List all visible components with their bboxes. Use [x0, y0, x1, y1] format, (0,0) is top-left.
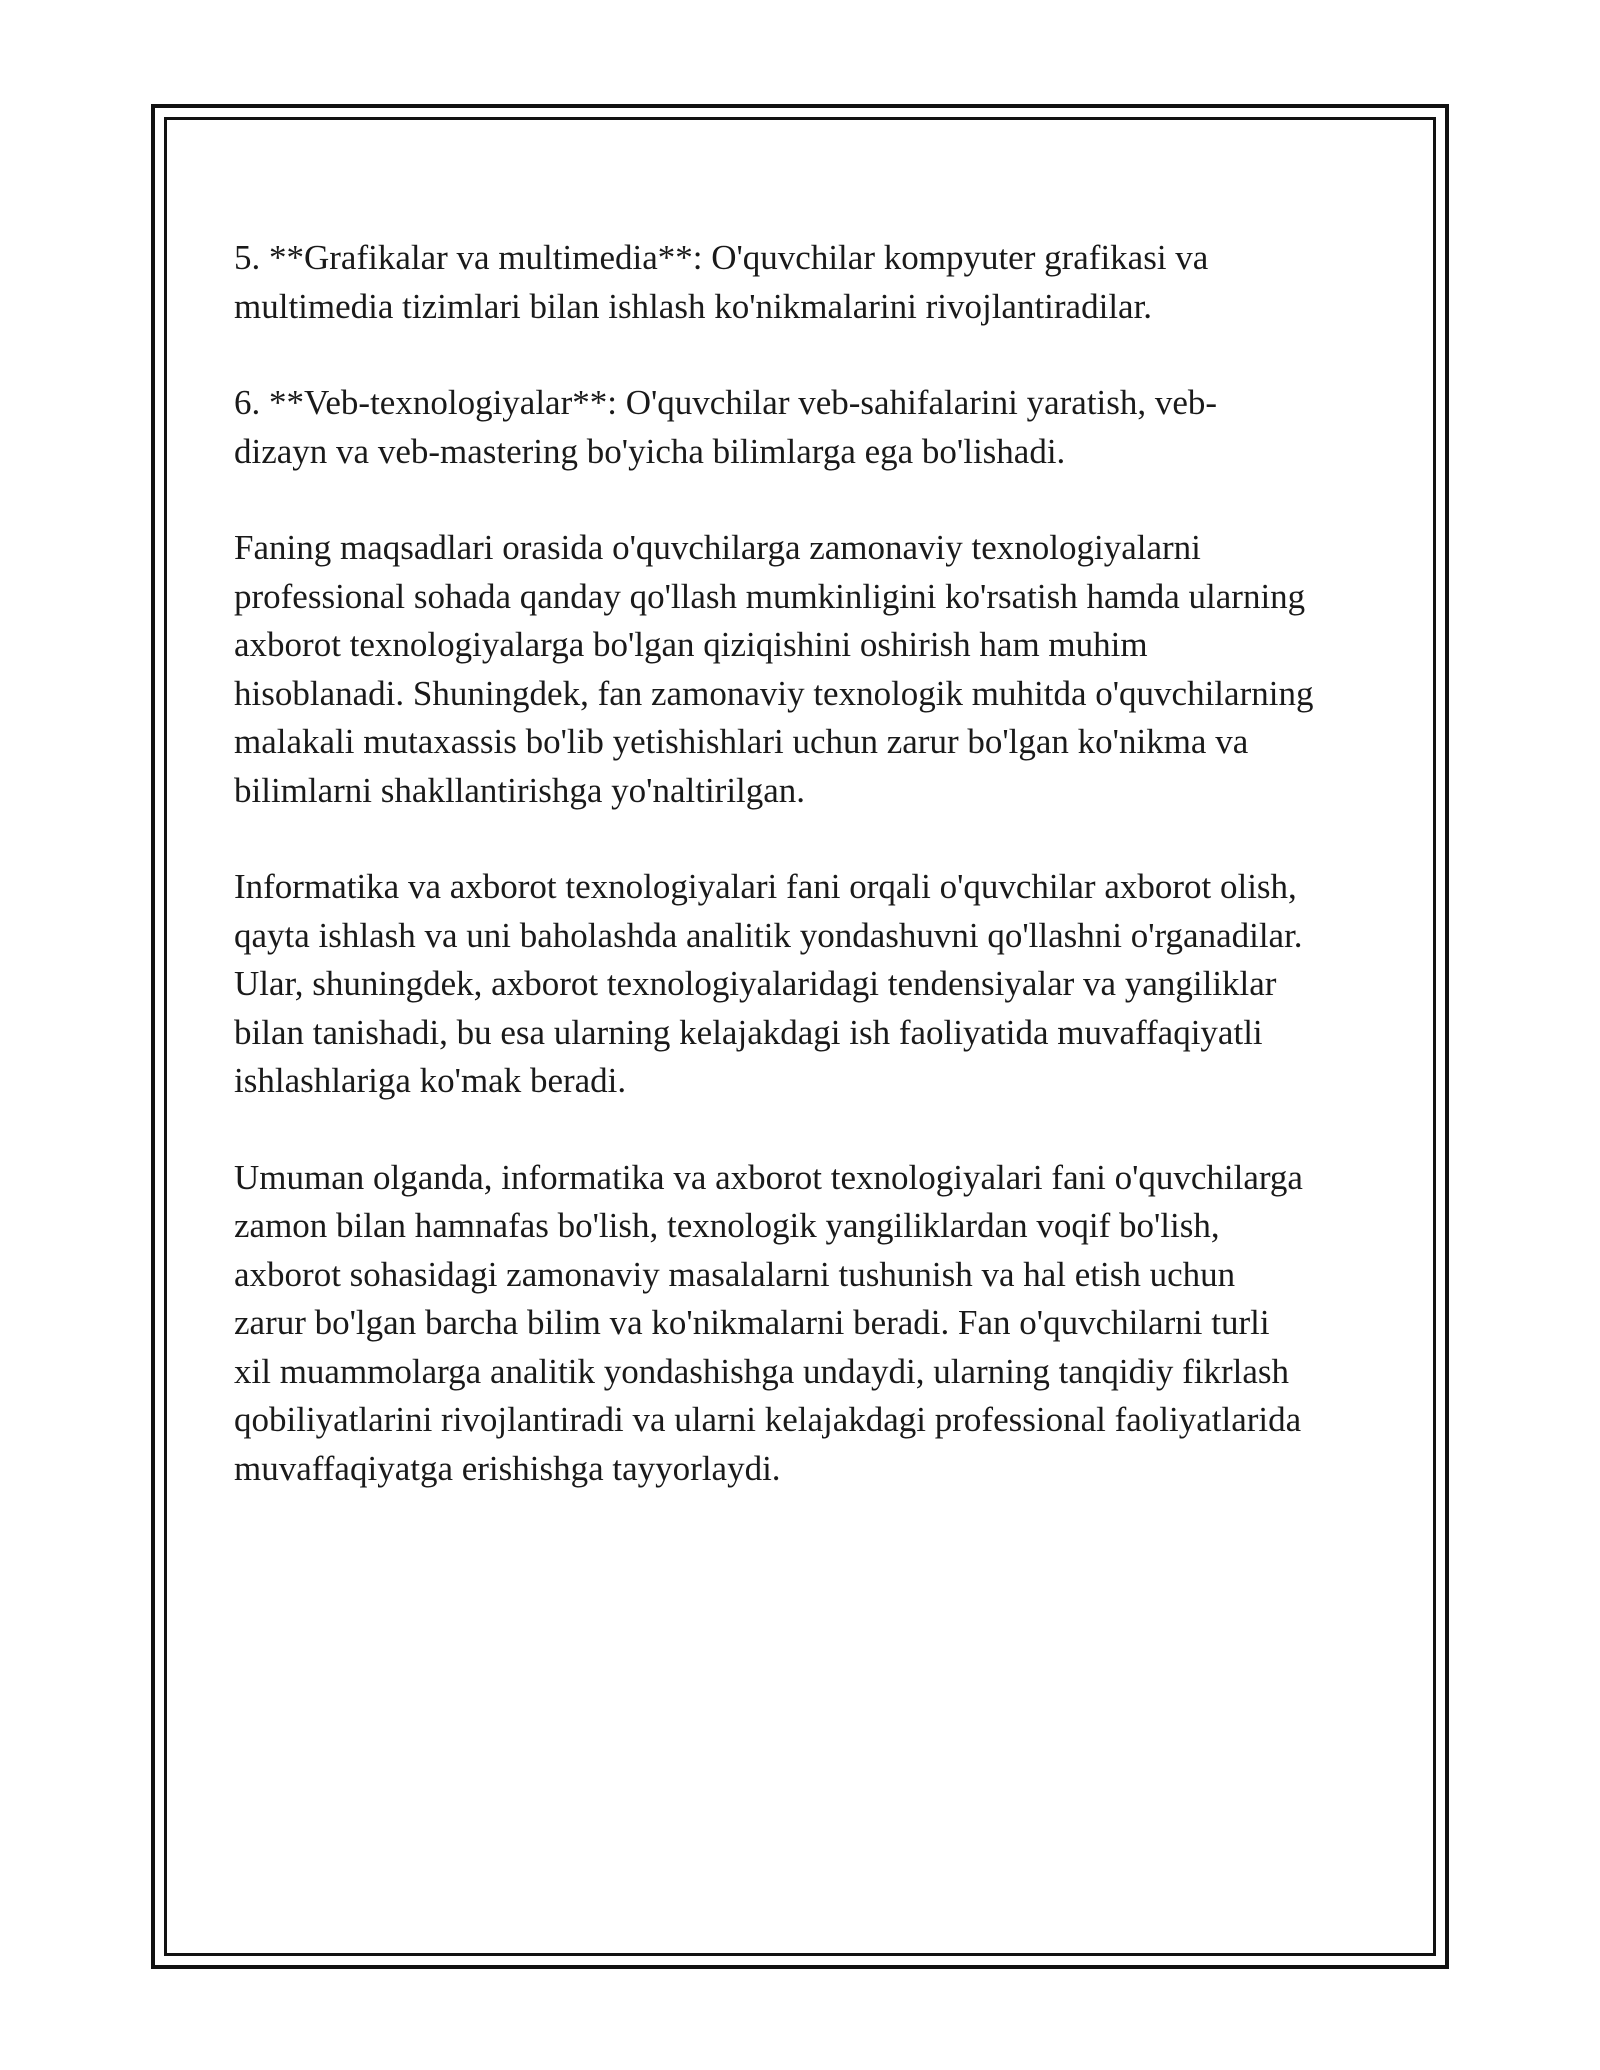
paragraph-conclusion: Umuman olganda, informatika va axborot texnologiyalari fani o'quvchilarga zamon bilan hamnafas bo'lish, texnologik yangiliklardan voqif bo'lish, axborot sohasidagi zamonaviy masalalarni tushunish va hal etish uchun zarur bo'lgan barcha bilim va ko'nikmalarni beradi. Fan o'quvchilarni turli xil muammolarga analitik yondashishga undaydi, ularning tanqidiy fikrlash qobiliyatlarini rivojlantiradi va ularni kelajakdagi professional faoliyatlarida muvaffaqiyatga erishishga tayyorlaydi. — [234, 1157, 1303, 1488]
paragraph-analytical-approach: Informatika va axborot texnologiyalari fani orqali o'quvchilar axborot olish, qayta ishlash va uni baholashda analitik yondashuvni qo'llashni o'rganadilar. Ular, shuningdek, axborot texnologiyalaridagi tendensiyalar va yangiliklar bilan tanishadi, bu esa ularning kelajakdagi ish faoliyatida muvaffaqiyatli ishlashlariga ko'mak beradi. — [234, 867, 1303, 1100]
document-body — [234, 234, 1374, 1541]
paragraph-graphics-multimedia: 5. **Grafikalar va multimedia**: O'quvchilar kompyuter grafikasi va multimedia tizimlari bilan ishlash ko'nikmalarini rivojlantiradilar. — [234, 238, 1209, 326]
paragraph-web-technologies: 6. **Veb-texnologiyalar**: O'quvchilar veb-sahifalarini yaratish, veb- dizayn va veb-mastering bo'yicha bilimlarga ega bo'lishadi. — [234, 383, 1218, 471]
paragraph-subject-goals: Faning maqsadlari orasida o'quvchilarga zamonaviy texnologiyalarni professional sohada qanday qo'llash mumkinligini ko'rsatish hamda ularning axborot texnologiyalarga bo'lgan qiziqishini oshirish ham muhim hisoblanadi. Shuningdek, fan zamonaviy texnologik muhitda o'quvchilarning malakali mutaxassis bo'lib yetishishlari uchun zarur bo'lgan ko'nikma va bilimlarni shakllantirishga yo'naltirilgan. — [234, 528, 1314, 810]
